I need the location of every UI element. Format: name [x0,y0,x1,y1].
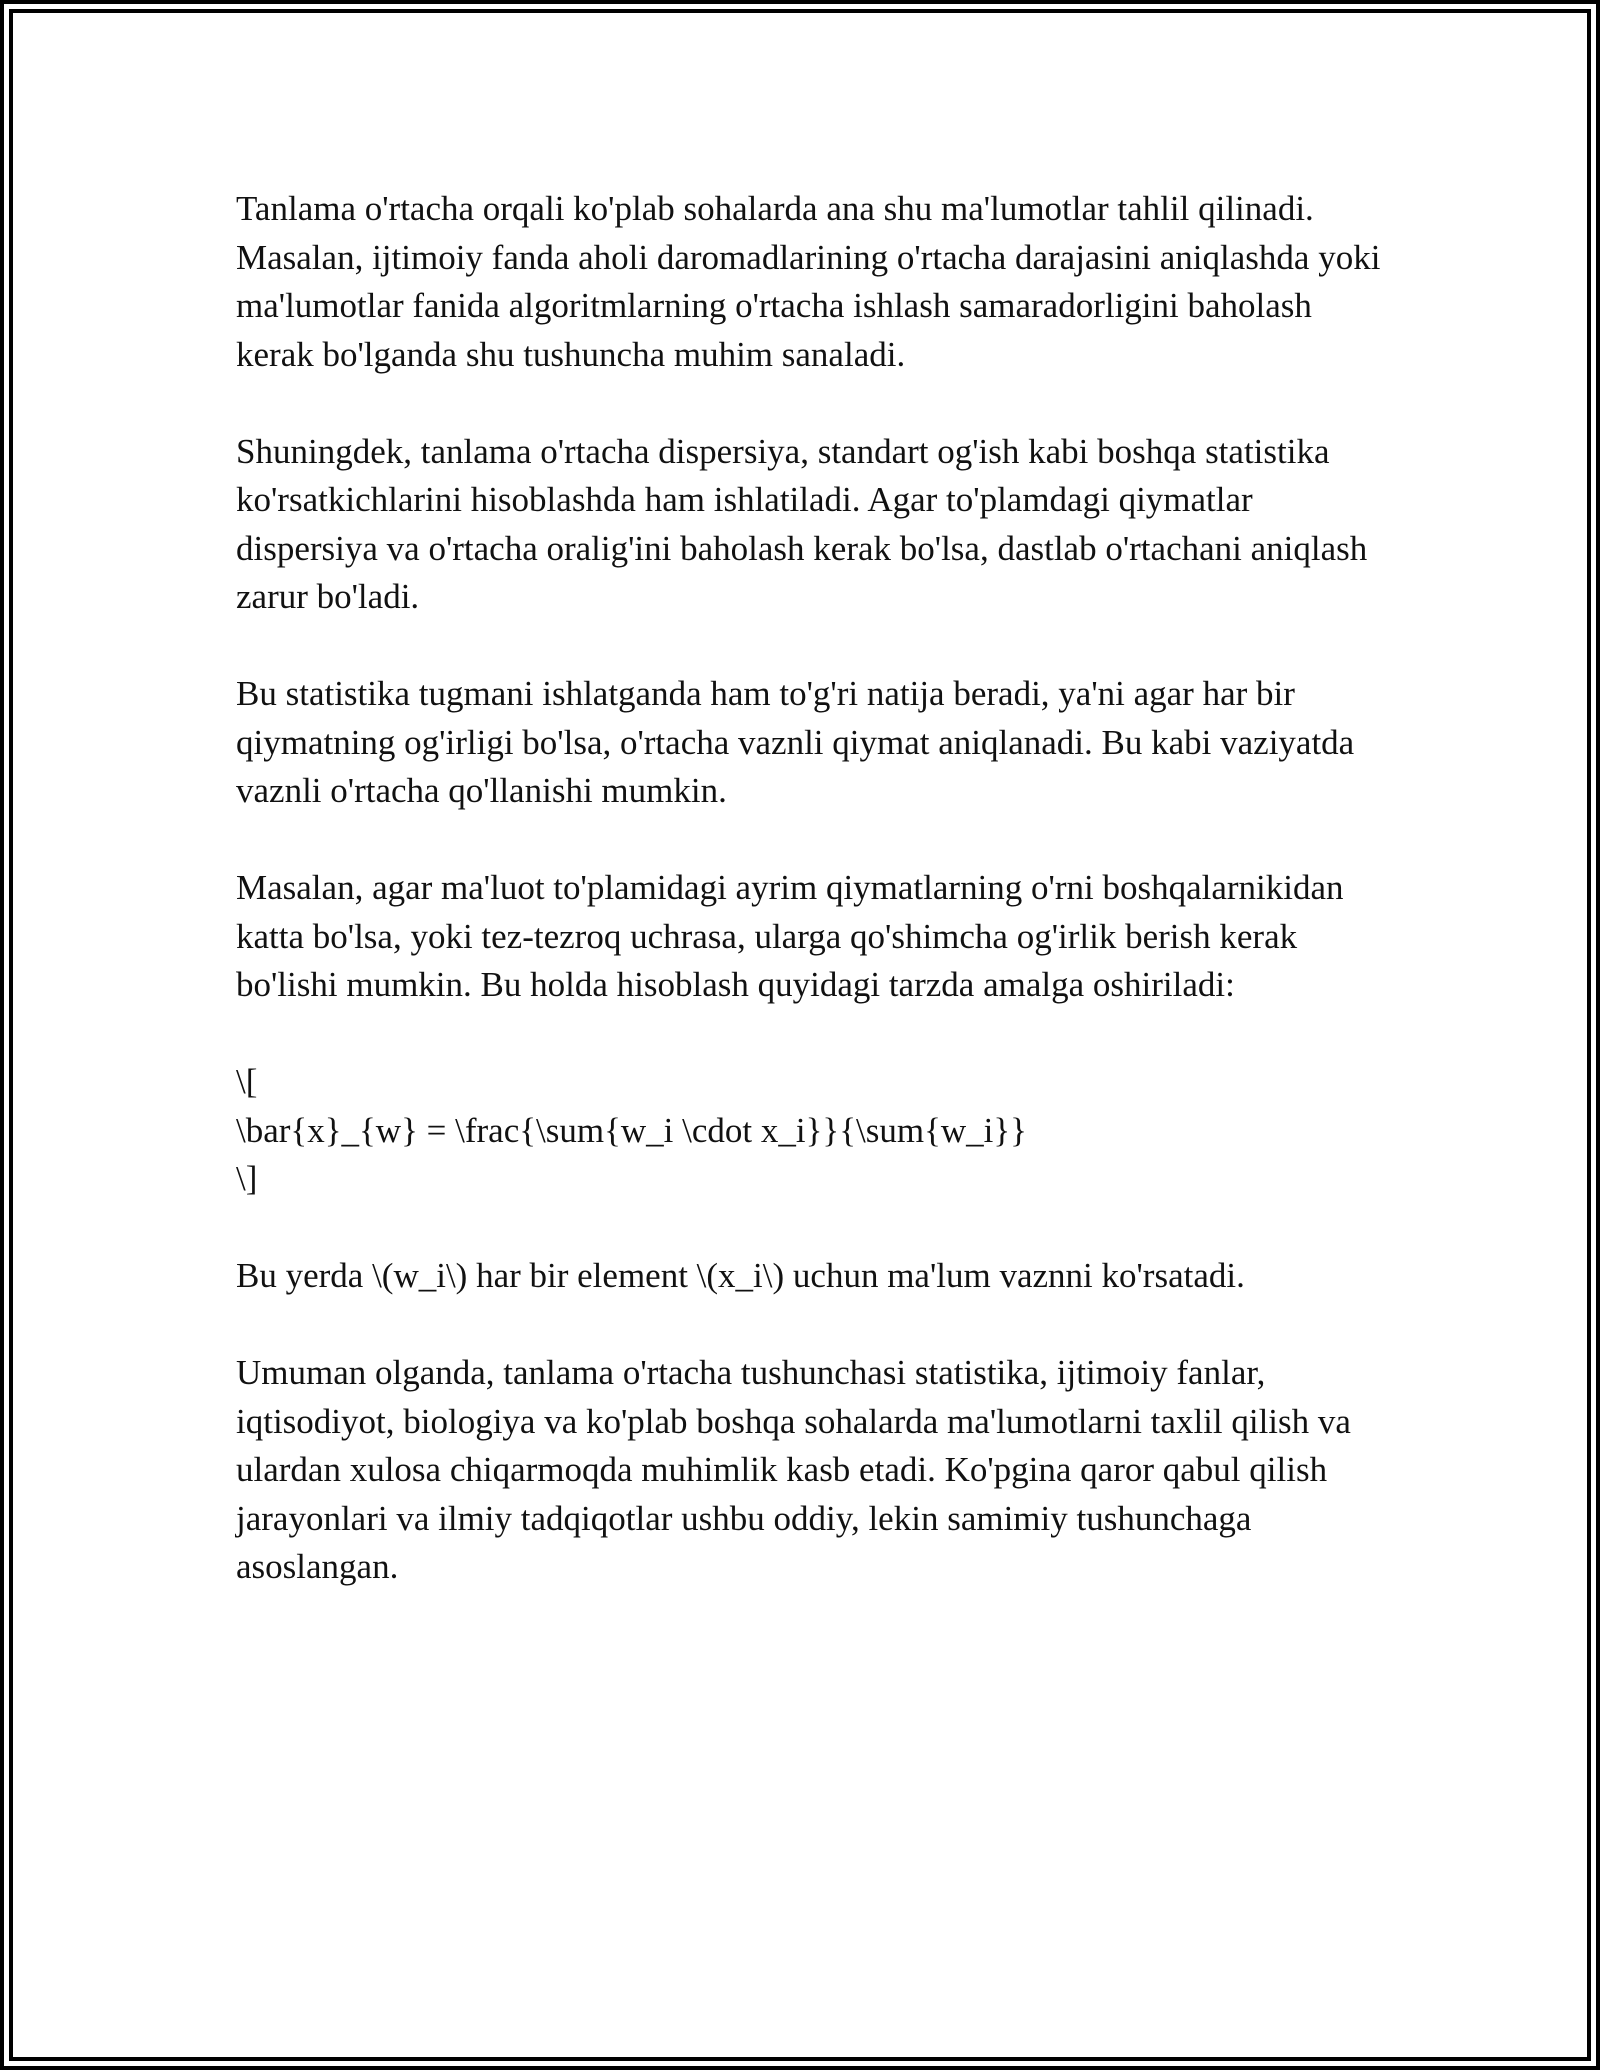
paragraph-weighted-mean-intro: Bu statistika tugmani ishlatganda ham to'g'ri natija beradi, ya'ni agar har bir qiymatning og'irligi bo'lsa, o'rtacha vaznli qiymat aniqlanadi. Bu kabi vaziyatda vaznli o'rtacha qo'llanishi mumkin. [236,674,1355,810]
paragraph-dispersion: Shuningdek, tanlama o'rtacha dispersiya, standart og'ish kabi boshqa statistika ko'rsatkichlarini hisoblashda ham ishlatiladi. Agar to'plamdagi qiymatlar dispersiya va o'rtacha oralig'ini baholash kerak bo'lsa, dastlab o'rtachani aniqlash zarur bo'ladi. [236,431,1368,616]
paragraph-conclusion: Umuman olganda, tanlama o'rtacha tushunchasi statistika, ijtimoiy fanlar, iqtisodiyot, biologiya va ko'plab boshqa sohalarda ma'lumotlarni taxlil qilish va ulardan xulosa chiqarmoqda muhimlik kasb etadi. Ko'pgina qaror qabul qilish jarayonlari va ilmiy tadqiqotlar ushbu oddiy, lekin samimiy tushunchaga asoslangan. [236,1353,1351,1586]
formula-close-delimiter: \] [236,1159,258,1198]
formula-body: \bar{x}_{w} = \frac{\sum{w_i \cdot x_i}}{\sum{w_i}} [236,1110,1027,1150]
paragraph-sample-mean-usage: Tanlama o'rtacha orqali ko'plab sohalarda ana shu ma'lumotlar tahlil qilinadi. Masalan, ijtimoiy fanda aholi daromadlarining o'rtacha darajasini aniqlashda yoki ma'lumotlar fanida algoritmlarning o'rtacha ishlash samaradorligini baholash kerak bo'lganda shu tushuncha muhim sanaladi. [236,189,1381,374]
paragraph-weighting-example: Masalan, agar ma'luot to'plamidagi ayrim qiymatlarning o'rni boshqalarnikidan katta bo'lsa, yoki tez-tezroq uchrasa, ularga qo'shimcha og'irlik berish kerak bo'lishi mumkin. Bu holda hisoblash quyidagi tarzda amalga oshiriladi: [236,868,1344,1004]
formula-open-delimiter: \[ [236,1062,258,1101]
document-body [236,185,1386,1640]
paragraph-weight-definition: Bu yerda \(w_i\) har bir element \(x_i\) uchun ma'lum vaznni ko'rsatadi. [236,1256,1245,1295]
weighted-mean-formula [236,1058,1386,1204]
